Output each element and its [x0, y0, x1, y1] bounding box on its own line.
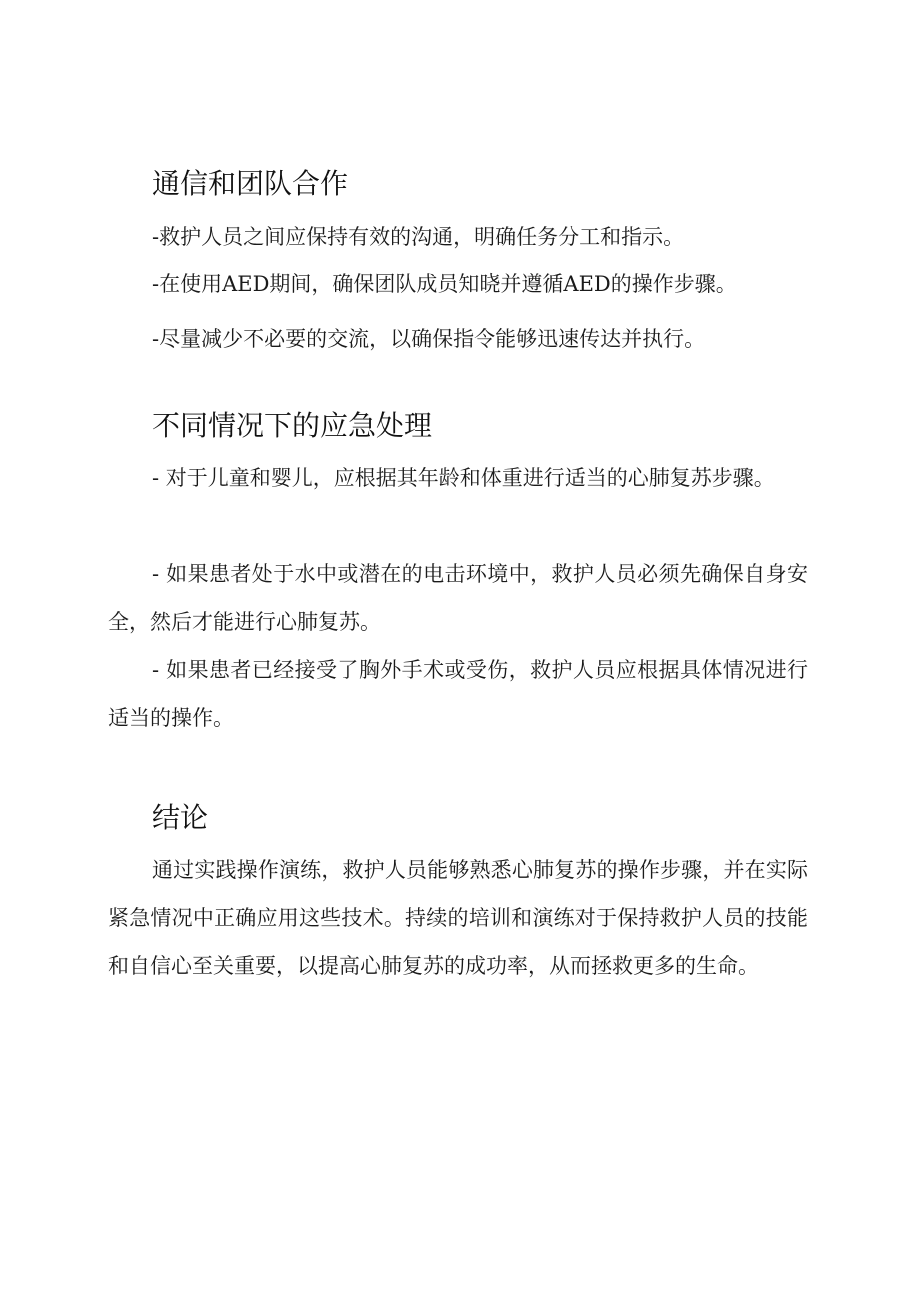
- section-heading-conclusion: 结论: [152, 801, 209, 834]
- section-heading-communication: 通信和团队合作: [152, 167, 349, 200]
- bullet-paragraph: - 如果患者已经接受了胸外手术或受伤，救护人员应根据具体情况进行适当的操作。: [108, 658, 808, 730]
- bullet-item: -在使用AED期间，确保团队成员知晓并遵循AED的操作步骤。: [152, 272, 737, 296]
- conclusion-paragraph: 通过实践操作演练，救护人员能够熟悉心肺复苏的操作步骤，并在实际紧急情况中正确应用这些技术。持续的培训和演练对于保持救护人员的技能和自信心至关重要，以提高心肺复苏的成功率，从而拯救更多的生命。: [108, 858, 808, 978]
- bullet-item: -尽量减少不必要的交流，以确保指令能够迅速传达并执行。: [152, 327, 706, 351]
- bullet-paragraph: - 对于儿童和婴儿，应根据其年龄和体重进行适当的心肺复苏步骤。: [152, 466, 775, 490]
- bullet-paragraph: - 如果患者处于水中或潜在的电击环境中，救护人员必须先确保自身安全，然后才能进行心肺复苏。: [108, 562, 808, 634]
- bullet-item: -救护人员之间应保持有效的沟通，明确任务分工和指示。: [152, 225, 685, 249]
- section-heading-emergency: 不同情况下的应急处理: [152, 409, 433, 442]
